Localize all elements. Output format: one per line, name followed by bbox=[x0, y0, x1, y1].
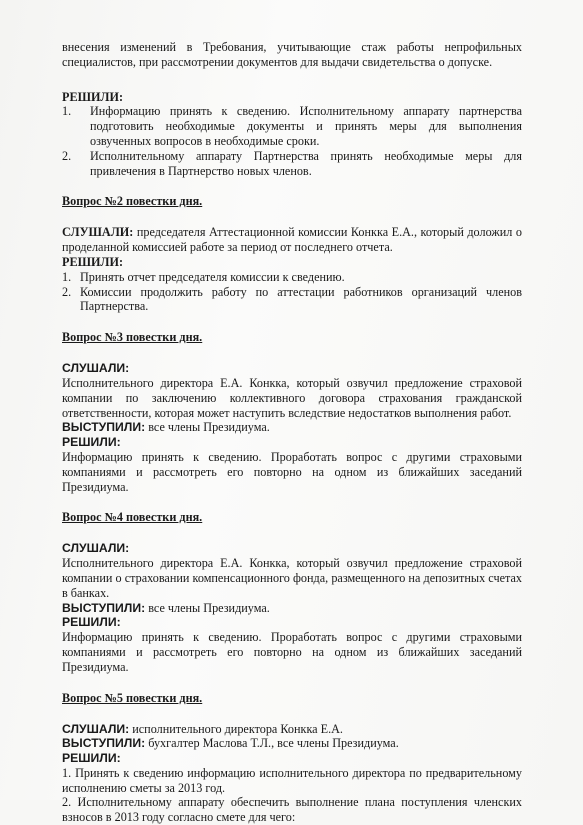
question-3-heading: Вопрос №3 повестки дня. bbox=[62, 330, 522, 345]
question-2-body: СЛУШАЛИ: председателя Аттестационной комиссии Конкка Е.А., который доложил о проделанной комиссией работе за период от последнего отчета. РЕШИЛИ: 1. Принять отчет председателя комиссии к сведению. 2. Комиссии продолжить работу по аттестации работников организаций членов Партнерства. bbox=[62, 225, 522, 314]
resolved-label: РЕШИЛИ bbox=[62, 90, 119, 104]
list-item bbox=[62, 104, 522, 148]
heard-text: председателя Аттестационной комиссии Конкка Е.А., который доложил о проделанной комиссией работе за период от последнего отчета. bbox=[62, 225, 522, 254]
heard-text: исполнительного директора Конкка Е.А. bbox=[132, 722, 343, 736]
item-number: 1. bbox=[62, 270, 80, 285]
list-item bbox=[62, 270, 522, 285]
item-text: Исполнительному аппарату обеспечить выполнение плана поступления членских взносов в 2013 году согласно смете для чего: bbox=[62, 795, 522, 824]
item-text: Принять отчет председателя комиссии к сведению. bbox=[80, 270, 522, 285]
question-4-heading: Вопрос №4 повестки дня. bbox=[62, 510, 522, 525]
resolved-label: РЕШИЛИ bbox=[62, 435, 117, 449]
resolved-text: Информацию принять к сведению. Проработать вопрос с другими страховыми компаниями и рассмотреть его повторно на одном из ближайших заседаний Президиума. bbox=[62, 630, 522, 674]
item-text: Информацию принять к сведению. Исполнительному аппарату партнерства подготовить необходимые документы и принять меры для выполнения озвученных вопросов в необходимые сроки. bbox=[90, 104, 522, 148]
spoke-text: все члены Президиума. bbox=[148, 420, 270, 434]
list-item bbox=[62, 285, 522, 315]
resolved-label: РЕШИЛИ bbox=[62, 615, 117, 629]
question-5-body: СЛУШАЛИ: исполнительного директора Конкка Е.А. ВЫСТУПИЛИ: бухгалтер Маслова Т.Л., все члены Президиума. РЕШИЛИ: 1. Принять к сведению информацию исполнительного директора по предварительному исполнению сметы за 2013 год. 2. Исполнительному аппарату обеспечить выполнение плана поступления членских взносов в 2013 году согласно смете для чего: bbox=[62, 722, 522, 825]
resolved-label: РЕШИЛИ bbox=[62, 751, 117, 765]
resolution-list bbox=[62, 104, 522, 178]
item-number: 2. bbox=[62, 795, 71, 809]
heard-label: СЛУШАЛИ: bbox=[62, 722, 129, 736]
item-number: 1. bbox=[62, 104, 90, 148]
item-text: Принять к сведению информацию исполнительного директора по предварительному исполнению сметы за 2013 год. bbox=[62, 766, 522, 795]
spoke-label: ВЫСТУПИЛИ: bbox=[62, 420, 145, 434]
item-number: 2. bbox=[62, 285, 80, 315]
question-4-body: СЛУШАЛИ: Исполнительного директора Е.А. Конкка, который озвучил предложение страховой компании о страховании компенсационного фонда, размещенного на депозитных счетах в банках. ВЫСТУПИЛИ: все члены Президиума. РЕШИЛИ: Информацию принять к сведению. Проработать вопрос с другими страховыми компаниями и рассмотреть его повторно на одном из ближайших заседаний Президиума. bbox=[62, 541, 522, 674]
question-3-body: СЛУШАЛИ: Исполнительного директора Е.А. Конкка, который озвучил предложение страховой компании по заключению коллективного договора страхования гражданской ответственности, которая может наступить вследствие недостатков выполнения работ. ВЫСТУПИЛИ: все члены Президиума. РЕШИЛИ: Информацию принять к сведению. Проработать вопрос с другими страховыми компаниями и рассмотреть его повторно на одном из ближайших заседаний Президиума. bbox=[62, 361, 522, 494]
spoke-text: бухгалтер Маслова Т.Л., все члены Президиума. bbox=[148, 736, 399, 750]
item-text: Комиссии продолжить работу по аттестации работников организаций членов Партнерства. bbox=[80, 285, 522, 315]
list-item bbox=[62, 149, 522, 179]
item-number: 1. bbox=[62, 766, 71, 780]
resolution-list bbox=[62, 270, 522, 314]
item-number: 2. bbox=[62, 149, 90, 179]
heard-label: СЛУШАЛИ bbox=[62, 225, 129, 239]
question-5-heading: Вопрос №5 повестки дня. bbox=[62, 691, 522, 706]
heard-label: СЛУШАЛИ: bbox=[62, 361, 522, 376]
resolved-text: Информацию принять к сведению. Проработать вопрос с другими страховыми компаниями и рассмотреть его повторно на одном из ближайших заседаний Президиума. bbox=[62, 450, 522, 494]
spoke-label: ВЫСТУПИЛИ: bbox=[62, 736, 145, 750]
spoke-label: ВЫСТУПИЛИ: bbox=[62, 601, 145, 615]
intro-paragraph: внесения изменений в Требования, учитывающие стаж работы непрофильных специалистов, при рассмотрении документов для выдачи свидетельства о допуске. bbox=[62, 40, 522, 70]
question-2-heading: Вопрос №2 повестки дня. bbox=[62, 194, 522, 209]
heard-text: Исполнительного директора Е.А. Конкка, который озвучил предложение страховой компании о страховании компенсационного фонда, размещенного на депозитных счетах в банках. bbox=[62, 556, 522, 600]
document-body bbox=[62, 40, 522, 825]
spoke-text: все члены Президиума. bbox=[148, 601, 270, 615]
item-text: Исполнительному аппарату Партнерства принять необходимые меры для привлечения в Партнерство новых членов. bbox=[90, 149, 522, 179]
heard-text: Исполнительного директора Е.А. Конкка, который озвучил предложение страховой компании по заключению коллективного договора страхования гражданской ответственности, которая может наступить вследствие недостатков выполнения работ. bbox=[62, 376, 522, 420]
heard-label: СЛУШАЛИ: bbox=[62, 541, 522, 556]
resolved-label: РЕШИЛИ bbox=[62, 255, 119, 269]
section-1-resolution: РЕШИЛИ: 1. Информацию принять к сведению. Исполнительному аппарату партнерства подготовить необходимые документы и принять меры для выполнения озвученных вопросов в необходимые сроки. 2. Исполнительному аппарату Партнерства принять необходимые меры для привлечения в Партнерство новых членов. bbox=[62, 90, 522, 179]
